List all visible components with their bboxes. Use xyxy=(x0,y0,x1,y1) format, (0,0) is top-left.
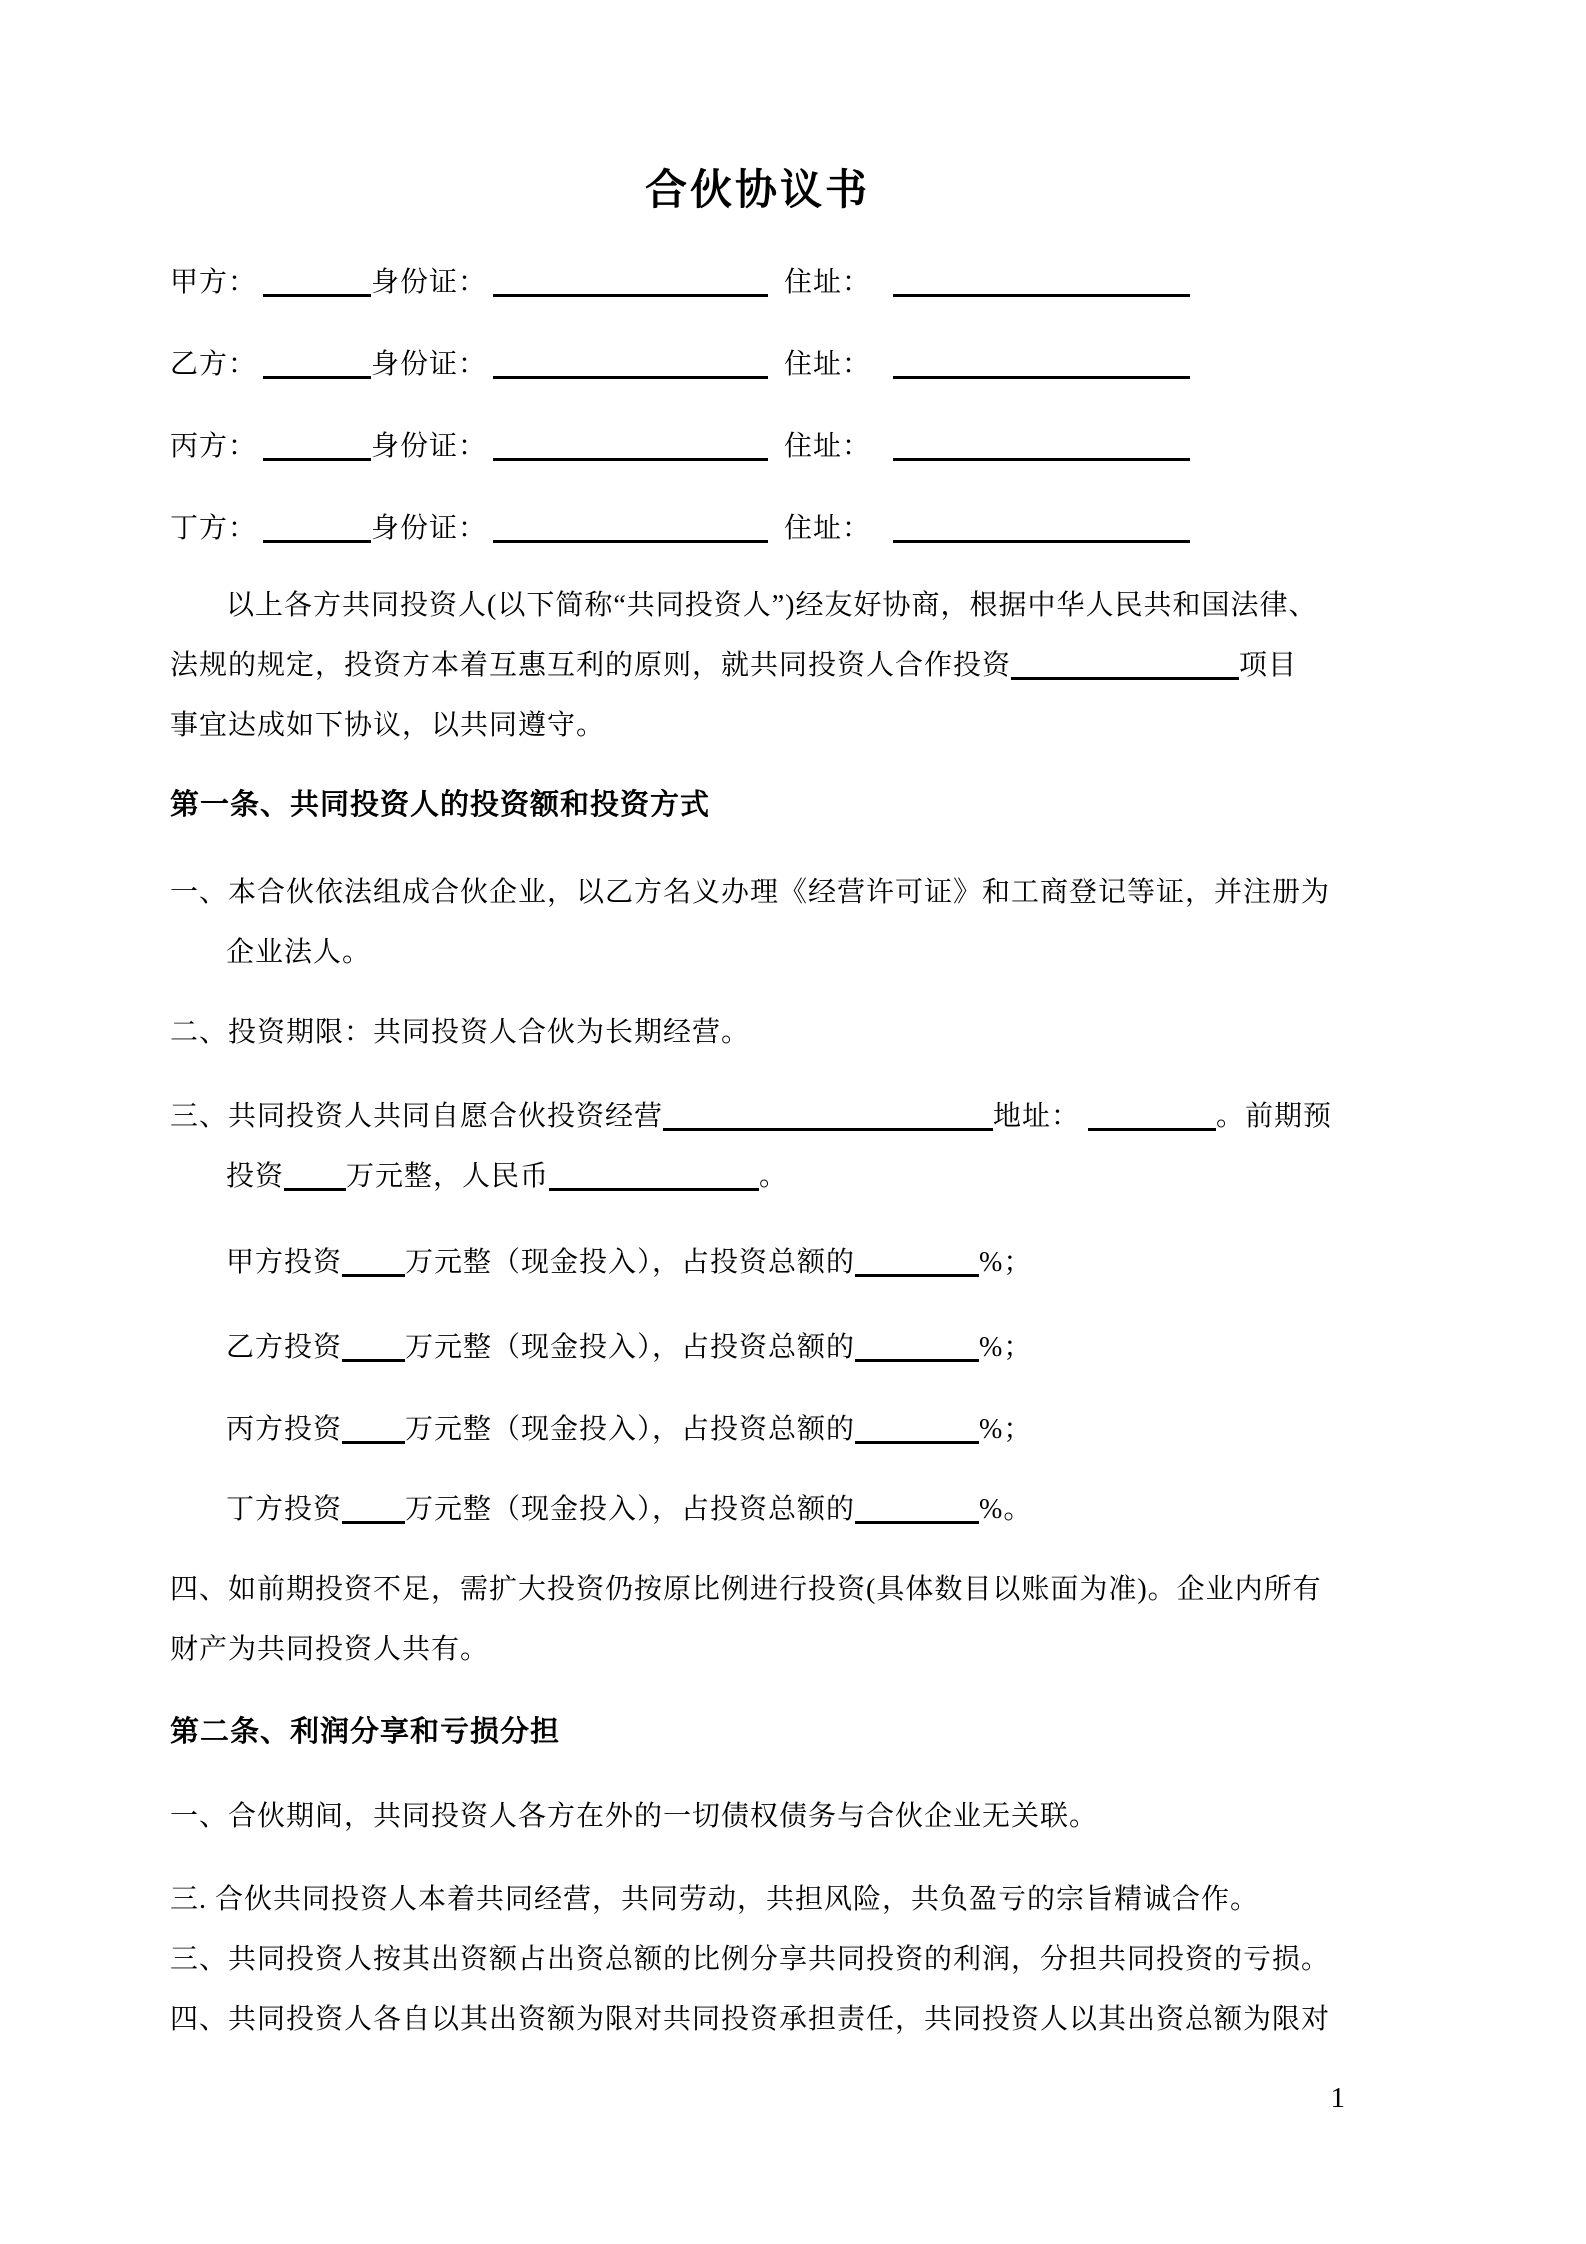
item3-tail: 。前期预 xyxy=(1216,1101,1333,1132)
document-title: 合伙协议书 xyxy=(644,168,870,214)
intro-line-1: 以上各方共同投资人(以下简称“共同投资人”)经友好协商，根据中华人民共和国法律、 xyxy=(226,590,1318,621)
investment-amount-blank xyxy=(342,1325,405,1362)
party-address-label: 住址： xyxy=(784,513,872,544)
investment-row-bingfang xyxy=(170,1400,1345,1460)
party-name-label: 丙方： xyxy=(170,431,258,462)
investment-row-jiafang xyxy=(170,1233,1345,1293)
investment-tail: %； xyxy=(979,1414,1033,1445)
investment-tail: %； xyxy=(979,1332,1033,1363)
party-row-yifang xyxy=(170,342,1345,386)
pre-investment-amount-blank xyxy=(284,1154,346,1191)
investment-amount-blank xyxy=(342,1240,405,1277)
item3-text: 三、共同投资人共同自愿合伙投资经营 xyxy=(170,1101,664,1132)
intro-line-3: 事宜达成如下协议，以共同遵守。 xyxy=(170,710,606,741)
investment-percent-blank xyxy=(855,1407,979,1444)
party-name-label: 乙方： xyxy=(170,349,258,380)
investment-mid: 万元整（现金投入），占投资总额的 xyxy=(405,1332,856,1363)
party-row-dingfang xyxy=(170,506,1345,550)
business-name-blank xyxy=(663,1094,993,1131)
section2-item1: 一、合伙期间，共同投资人各方在外的一切债权债务与合伙企业无关联。 xyxy=(170,1801,1099,1832)
item3-line2-end: 。 xyxy=(759,1161,789,1192)
party-address-blank xyxy=(893,506,1190,543)
party-address-label: 住址： xyxy=(784,267,872,298)
investment-row-dingfang xyxy=(170,1480,1345,1540)
investment-text: 乙方投资 xyxy=(226,1332,343,1363)
investment-row-yifang xyxy=(170,1318,1345,1378)
intro-line-2 xyxy=(170,636,1345,696)
investment-mid: 万元整（现金投入），占投资总额的 xyxy=(405,1494,856,1525)
party-id-blank xyxy=(493,424,768,461)
party-row-bingfang xyxy=(170,424,1345,468)
investment-tail: %； xyxy=(979,1247,1033,1278)
investment-text: 丙方投资 xyxy=(226,1414,343,1445)
party-address-label: 住址： xyxy=(784,349,872,380)
party-id-blank xyxy=(493,260,768,297)
section2-item2: 三. 合伙共同投资人本着共同经营，共同劳动，共担风险，共负盈亏的宗旨精诚合作。 xyxy=(170,1884,1260,1915)
section2-heading: 第二条、利润分享和亏损分担 xyxy=(170,1716,561,1748)
party-id-label: 身份证： xyxy=(371,349,488,380)
party-address-blank xyxy=(893,424,1190,461)
section1-item3-line2 xyxy=(170,1147,1345,1207)
project-name-blank xyxy=(1011,643,1239,680)
investment-mid: 万元整（现金投入），占投资总额的 xyxy=(405,1247,856,1278)
investment-amount-blank xyxy=(342,1407,405,1444)
intro-line-2-tail: 项目 xyxy=(1239,650,1298,681)
section1-item4-line1: 四、如前期投资不足，需扩大投资仍按原比例进行投资(具体数目以账面为准)。企业内所有 xyxy=(170,1574,1322,1605)
item3-line2-mid: 万元整，人民币 xyxy=(346,1161,550,1192)
investment-tail: %。 xyxy=(979,1494,1033,1525)
party-address-label: 住址： xyxy=(784,431,872,462)
investment-percent-blank xyxy=(855,1240,979,1277)
section1-item3-line1 xyxy=(170,1087,1345,1147)
section1-item4-line2: 财产为共同投资人共有。 xyxy=(170,1634,490,1665)
item3-address-label: 地址： xyxy=(993,1101,1081,1132)
investment-percent-blank xyxy=(855,1487,979,1524)
section1-item1-line1: 一、本合伙依法组成合伙企业，以乙方名义办理《经营许可证》和工商登记等证，并注册为 xyxy=(170,877,1331,908)
party-id-label: 身份证： xyxy=(371,513,488,544)
investment-percent-blank xyxy=(855,1325,979,1362)
investment-amount-blank xyxy=(342,1487,405,1524)
investment-text: 丁方投资 xyxy=(226,1494,343,1525)
investment-mid: 万元整（现金投入），占投资总额的 xyxy=(405,1414,856,1445)
party-name-blank xyxy=(263,342,371,379)
party-row-jiafang xyxy=(170,260,1345,304)
party-name-label: 甲方： xyxy=(170,267,258,298)
section1-item1-line2: 企业法人。 xyxy=(226,937,372,968)
item3-line2-text: 投资 xyxy=(226,1161,285,1192)
party-address-blank xyxy=(893,260,1190,297)
party-id-label: 身份证： xyxy=(371,431,488,462)
party-name-label: 丁方： xyxy=(170,513,258,544)
party-id-blank xyxy=(493,342,768,379)
intro-line-2-text: 法规的规定，投资方本着互惠互利的原则，就共同投资人合作投资 xyxy=(170,650,1012,681)
section2-item4: 四、共同投资人各自以其出资额为限对共同投资承担责任，共同投资人以其出资总额为限对 xyxy=(170,2004,1331,2035)
pre-investment-rmb-blank xyxy=(549,1154,759,1191)
business-address-blank xyxy=(1088,1094,1216,1131)
party-name-blank xyxy=(263,260,371,297)
investment-text: 甲方投资 xyxy=(226,1247,343,1278)
section1-heading: 第一条、共同投资人的投资额和投资方式 xyxy=(170,789,711,821)
party-name-blank xyxy=(263,506,371,543)
party-name-blank xyxy=(263,424,371,461)
section2-item3: 三、共同投资人按其出资额占出资总额的比例分享共同投资的利润，分担共同投资的亏损。 xyxy=(170,1944,1331,1975)
page-number: 1 xyxy=(1330,2082,1345,2114)
party-id-label: 身份证： xyxy=(371,267,488,298)
party-id-blank xyxy=(493,506,768,543)
section1-item2: 二、投资期限：共同投资人合伙为长期经营。 xyxy=(170,1017,751,1048)
party-address-blank xyxy=(893,342,1190,379)
